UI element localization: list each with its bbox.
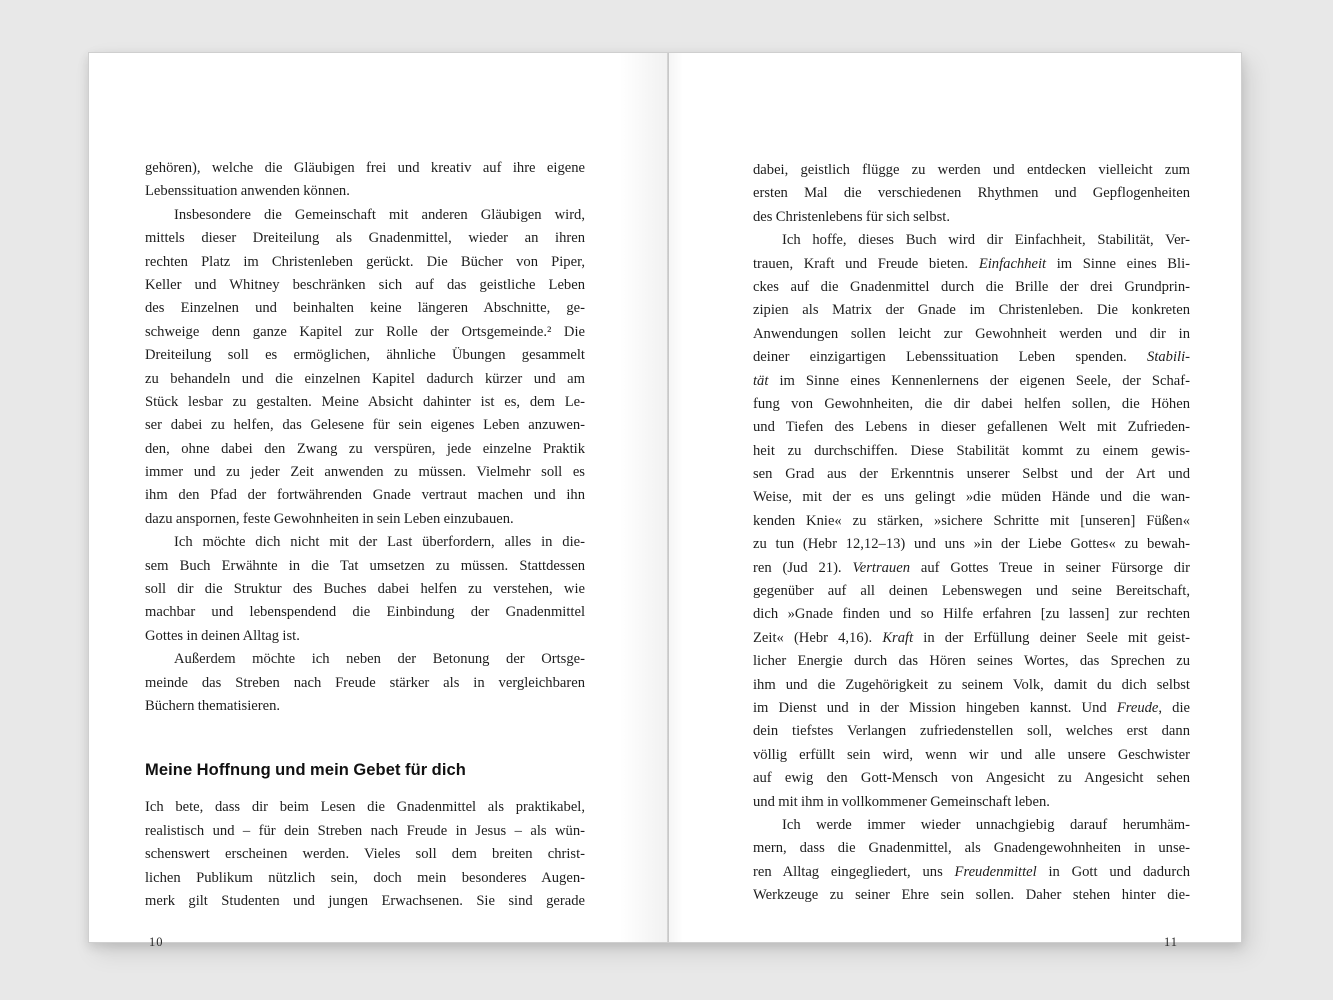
text-line: ihm den Pfad der fortwährenden Gnade vertraut machen und ihn xyxy=(145,487,585,504)
right-page xyxy=(669,53,1243,949)
text-line: tät im Sinne eines Kennenlernens der eigenen Seele, der Schaf- xyxy=(753,372,1190,389)
text-line: ckes auf die Gnadenmittel durch die Brille der drei Grundprin- xyxy=(753,278,1190,295)
text-line: Ich möchte dich nicht mit der Last überfordern, alles in die- xyxy=(174,534,585,551)
text-line: dich »Gnade finden und so Hilfe erfahren [zu lassen] zur rechten xyxy=(753,606,1190,623)
text-line: fung von Gewohnheiten, die dir dabei helfen sollen, die Höhen xyxy=(753,395,1190,412)
text-line: Büchern thematisieren. xyxy=(145,697,281,714)
right-page-number: 11 xyxy=(1163,935,1178,949)
text-line: im Dienst und in der Mission hingeben kannst. Und Freude, die xyxy=(753,699,1190,716)
gutter-shadow-right xyxy=(669,53,683,942)
text-line: mern, dass die Gnadenmittel, als Gnadengewohnheiten in unse- xyxy=(753,840,1190,857)
text-line: trauen, Kraft und Freude bieten. Einfachheit im Sinne eines Bli- xyxy=(753,255,1190,272)
right-page-text-column xyxy=(753,159,1190,908)
text-line: Dreiteilung soll es ermöglichen, ähnliche Übungen gesammelt xyxy=(145,347,585,364)
text-line: den, ohne dabei den Zwang zu verspüren, jede einzelne Praktik xyxy=(145,440,585,457)
text-line: des Einzelnen und beinhalten keine längeren Abschnitte, ge- xyxy=(145,300,585,317)
text-line: Werkzeuge zu seiner Ehre sein sollen. Daher stehen hinter die- xyxy=(753,887,1190,904)
text-line: kenden Knie« zu stärken, »sichere Schritte mit [unseren] Füßen« xyxy=(753,512,1190,529)
text-line: Ich bete, dass dir beim Lesen die Gnadenmittel als praktikabel, xyxy=(145,799,585,816)
text-line: machbar und lebenspendend die Einbindung der Gnadenmittel xyxy=(145,604,585,621)
text-line: Keller und Whitney beschränken sich auf das geistliche Leben xyxy=(145,276,585,293)
text-line: zu behandeln und die einzelnen Kapitel dadurch kürzer und am xyxy=(145,370,585,387)
text-line: ersten Mal die verschiedenen Rhythmen und Gepflogenheiten xyxy=(753,185,1190,202)
text-line: des Christenlebens für sich selbst. xyxy=(753,208,950,225)
text-line: rechten Platz im Christenleben gerückt. Die Bücher von Piper, xyxy=(145,253,585,270)
text-line: sen Grad aus der Erkenntnis unserer Selbst und der Art und xyxy=(753,466,1190,483)
left-page-text-column xyxy=(145,157,585,913)
text-line: ren (Jud 21). Vertrauen auf Gottes Treue in seiner Fürsorge dir xyxy=(753,559,1190,576)
text-line: dabei, geistlich flügge zu werden und entdecken vielleicht zum xyxy=(753,162,1190,178)
section-heading: Meine Hoffnung und mein Gebet für dich xyxy=(145,761,466,780)
text-line: realistisch und – für dein Streben nach Freude in Jesus – als wün- xyxy=(145,822,585,839)
text-line: Insbesondere die Gemeinschaft mit anderen Gläubigen wird, xyxy=(174,206,585,223)
text-line: immer und zu jeder Zeit anwenden zu müssen. Vielmehr soll es xyxy=(145,464,585,481)
text-line: sem Buch Erwähnte in die Tat umsetzen zu müssen. Stattdessen xyxy=(145,557,585,574)
text-line: gehören), welche die Gläubigen frei und kreativ auf ihre eigene xyxy=(145,160,585,176)
text-line: zu tun (Hebr 12,12–13) und uns »in der Liebe Gottes« zu bewah- xyxy=(753,536,1190,553)
text-line: Außerdem möchte ich neben der Betonung der Ortsge- xyxy=(174,651,585,668)
text-line: heit zu durchschiffen. Diese Stabilität kommt zu einem gewis- xyxy=(753,442,1190,459)
text-line: merk gilt Studenten und jungen Erwachsenen. Sie sind gerade xyxy=(145,892,585,909)
text-line: lichen Publikum nützlich sein, doch mein besonderes Augen- xyxy=(145,869,585,886)
text-line: Ich werde immer wieder unnachgiebig darauf herumhäm- xyxy=(782,816,1190,833)
text-line: dazu anspornen, feste Gewohnheiten in sein Leben einzubauen. xyxy=(145,510,514,527)
text-line: licher Energie durch das Hören seines Wortes, das Sprechen zu xyxy=(753,653,1190,670)
text-line: soll dir die Struktur des Buches dabei helfen zu verstehen, wie xyxy=(145,581,585,598)
text-line: Zeit« (Hebr 4,16). Kraft in der Erfüllung deiner Seele mit geist- xyxy=(753,629,1190,646)
text-line: Gottes in deinen Alltag ist. xyxy=(145,627,300,644)
left-page-number: 10 xyxy=(149,935,164,949)
text-line: Weise, mit der es uns gelingt »die müden Hände und die wan- xyxy=(753,489,1190,506)
left-page xyxy=(89,53,667,949)
text-line: schweige denn ganze Kapitel zur Rolle der Ortsgemeinde.² Die xyxy=(145,323,585,340)
text-line: mittels dieser Dreiteilung als Gnadenmittel, wieder an ihren xyxy=(145,230,585,247)
text-line: ihm und die Zugehörigkeit zu seinem Volk, damit du dich selbst xyxy=(753,676,1190,693)
text-line: Anwendungen sollen leicht zur Gewohnheit werden und dir in xyxy=(753,325,1190,342)
text-line: zipien als Matrix der Gnade im Christenleben. Die konkreten xyxy=(753,302,1190,319)
text-line: Lebenssituation anwenden können. xyxy=(145,183,350,200)
text-line: und Tiefen des Lebens in dieser gefallenen Welt mit Zufrieden- xyxy=(753,419,1190,436)
text-line: Stück lesbar zu gestalten. Meine Absicht dahinter ist es, dem Le- xyxy=(145,393,585,410)
book-spread xyxy=(88,52,1242,949)
text-line: dein tiefstes Verlangen zufriedenstellen soll, welches erst dann xyxy=(753,723,1190,740)
text-line: deiner einzigartigen Lebenssituation Leben spenden. Stabili- xyxy=(753,349,1190,366)
text-line: auf ewig den Gott-Mensch von Angesicht zu Angesicht sehen xyxy=(753,770,1190,787)
text-line: und mit ihm in vollkommener Gemeinschaft leben. xyxy=(753,793,1050,810)
text-line: Ich hoffe, dieses Buch wird dir Einfachheit, Stabilität, Ver- xyxy=(782,232,1190,249)
text-line: völlig erfüllt sein wird, wenn wir und alle unsere Geschwister xyxy=(753,746,1190,763)
text-line: meinde das Streben nach Freude stärker als in vergleichbaren xyxy=(145,674,585,691)
gutter-shadow-left xyxy=(619,53,667,942)
text-line: ren Alltag eingegliedert, uns Freudenmittel in Gott und dadurch xyxy=(753,863,1190,880)
text-line: schenswert erscheinen werden. Vieles soll dem breiten christ- xyxy=(145,846,585,863)
text-line: gegenüber auf all deinen Lebenswegen und seine Bereitschaft, xyxy=(753,583,1190,600)
text-line: ser dabei zu helfen, das Gelesene für sein eigenes Leben anzuwen- xyxy=(145,417,585,434)
